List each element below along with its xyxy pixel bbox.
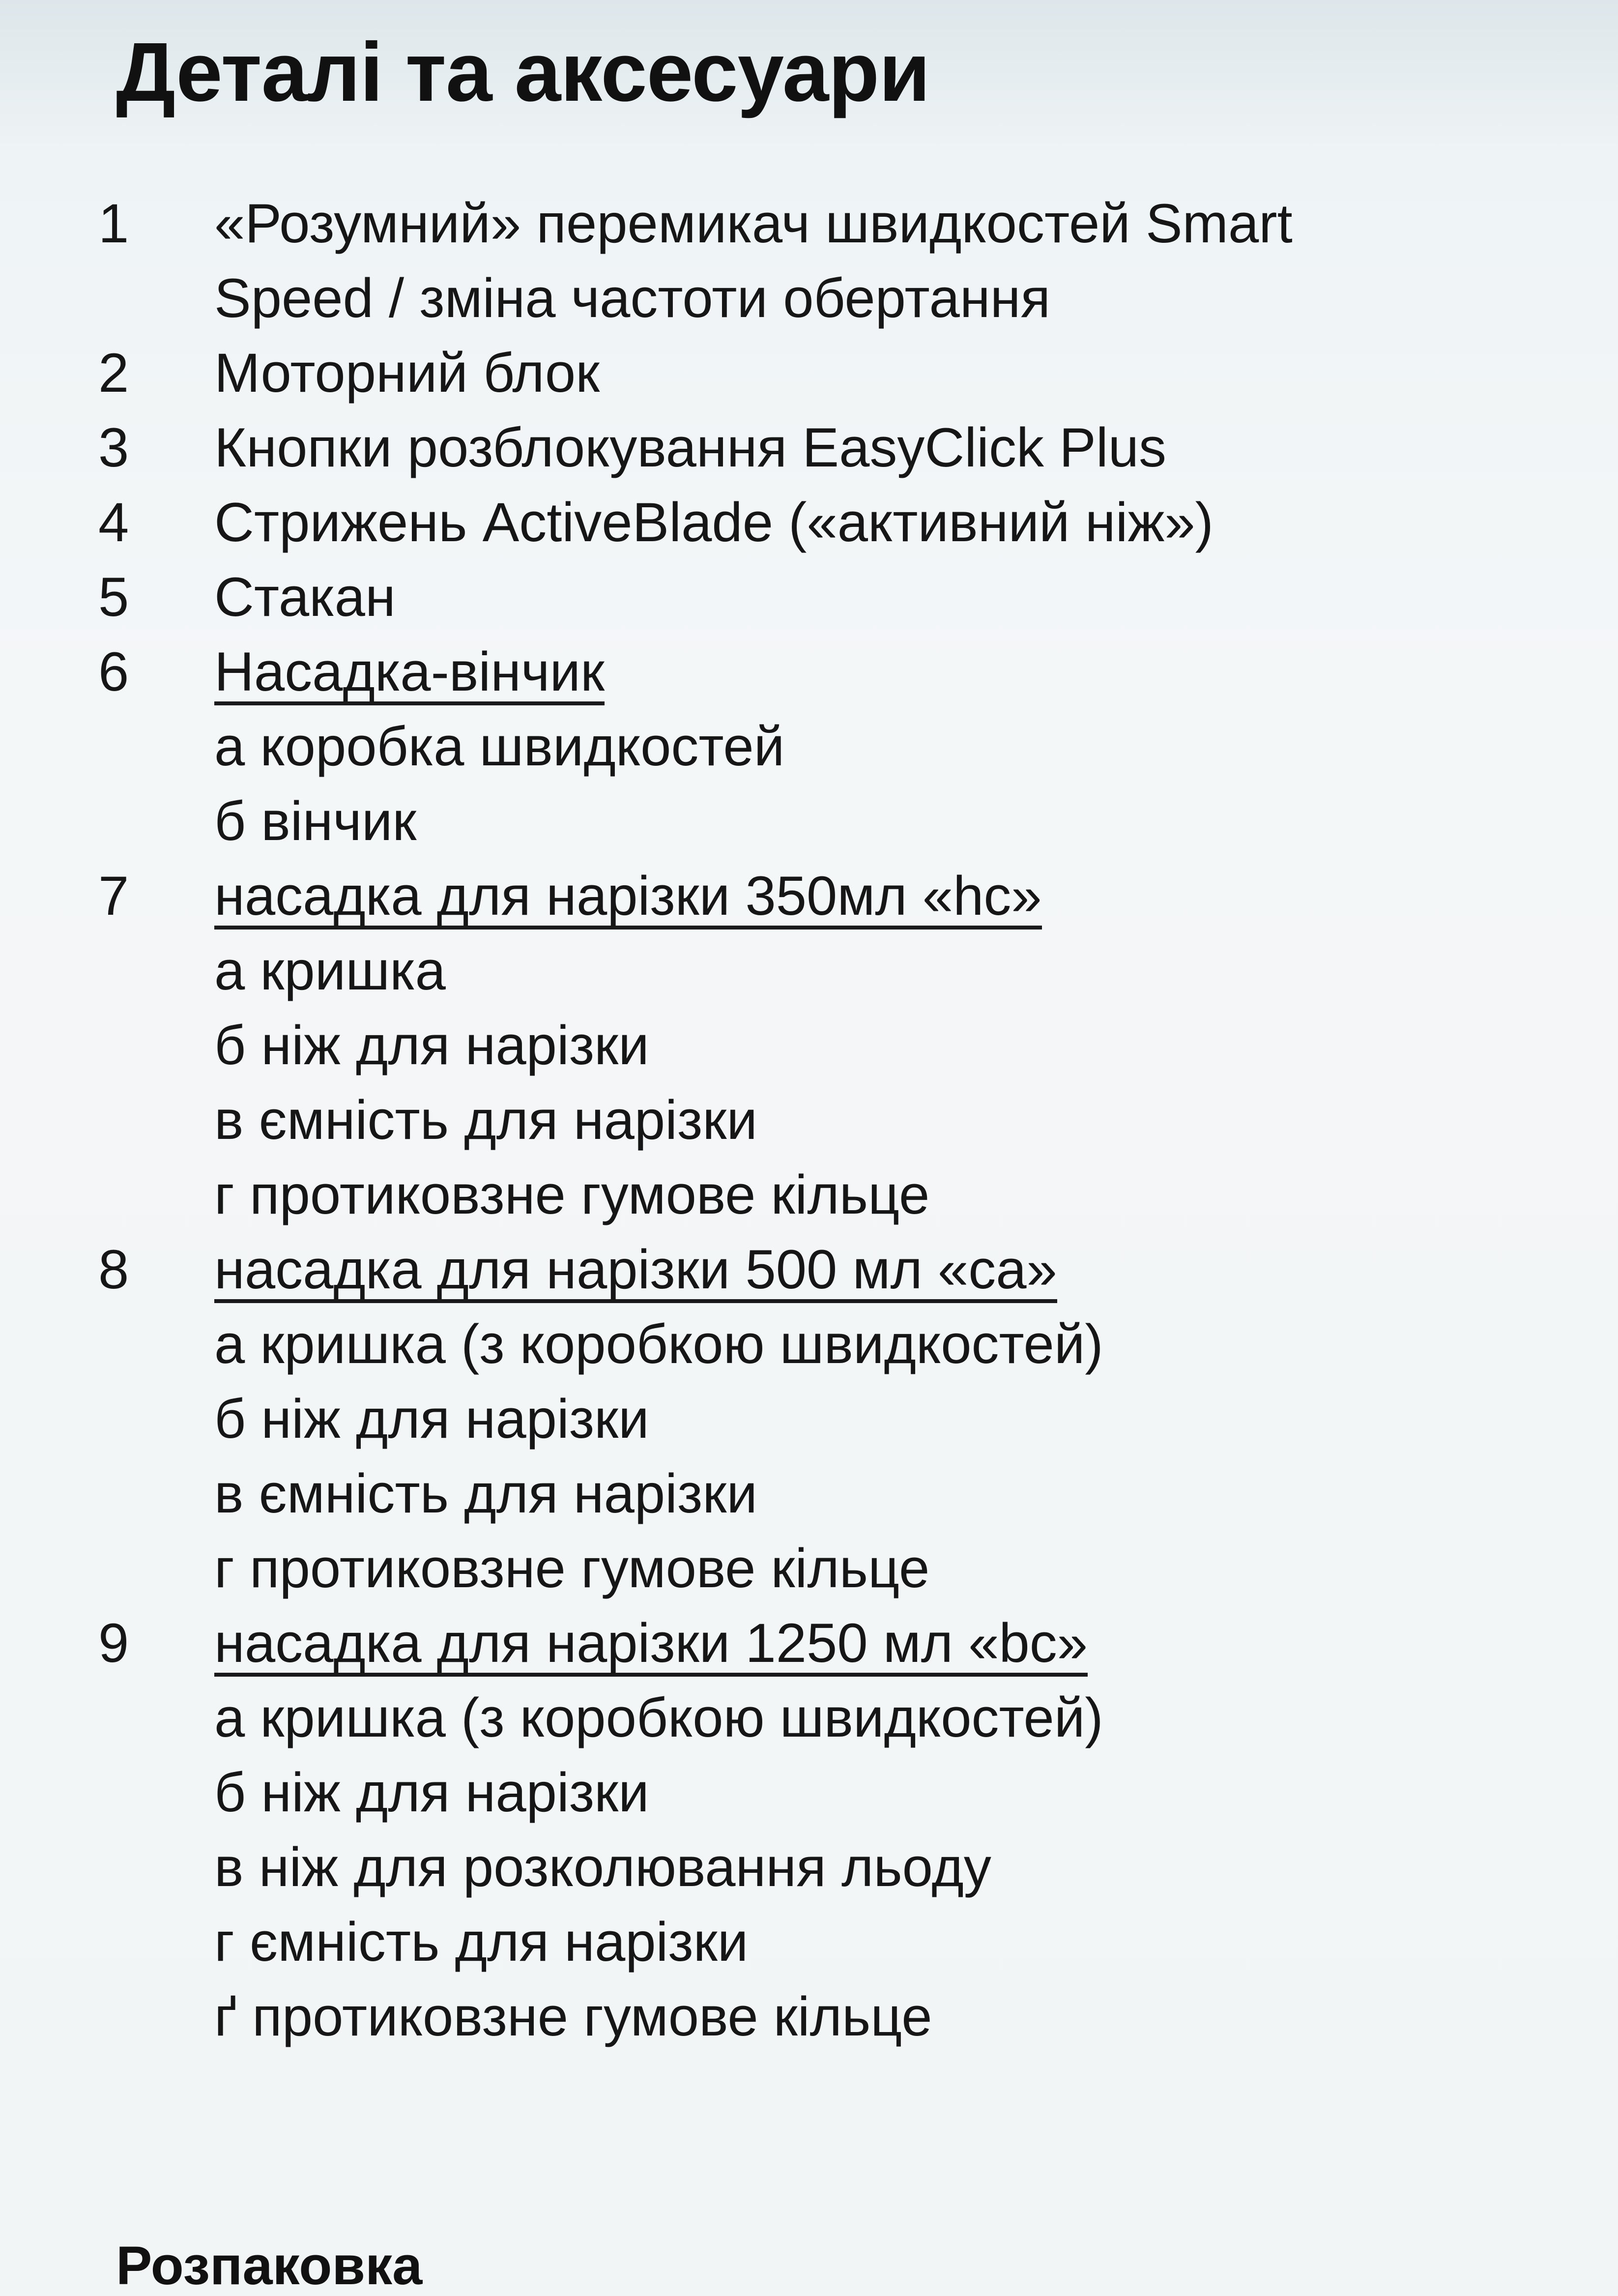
item-number: 7 xyxy=(98,865,129,927)
item-text: а кришка (з коробкою швидкостей) xyxy=(214,1687,1103,1748)
item-text: Стакан xyxy=(214,566,396,628)
item-text: а кришка (з коробкою швидкостей) xyxy=(214,1313,1103,1375)
item-number: 9 xyxy=(98,1612,129,1674)
item-number: 6 xyxy=(98,641,129,702)
item-number: 2 xyxy=(98,342,129,404)
item-text: Стрижень ActiveBlade («активний ніж») xyxy=(214,492,1214,553)
item-text-underlined: Насадка-вінчик xyxy=(214,642,605,705)
item-text: б ніж для нарізки xyxy=(214,1015,649,1076)
item-text: б ніж для нарізки xyxy=(214,1388,649,1450)
page-title: Деталі та аксесуари xyxy=(116,26,930,119)
item-text: г протиковзне гумове кільце xyxy=(214,1164,930,1225)
item-text: в ємність для нарізки xyxy=(214,1089,757,1151)
item-text: а кришка xyxy=(214,940,446,1001)
item-text: «Розумний» перемикач швидкостей Smart xyxy=(214,193,1293,254)
item-number: 1 xyxy=(98,193,129,254)
item-text-underlined: насадка для нарізки 350мл «hc» xyxy=(214,867,1042,930)
item-text-wrap xyxy=(214,1606,1088,1680)
item-text: Speed / зміна частоти обертання xyxy=(214,267,1051,329)
item-number: 4 xyxy=(98,492,129,553)
item-text: б ніж для нарізки xyxy=(214,1762,649,1823)
item-number: 5 xyxy=(98,566,129,628)
item-number: 8 xyxy=(98,1239,129,1300)
item-text-wrap xyxy=(214,859,1042,933)
item-text-wrap xyxy=(214,1233,1057,1307)
item-text: г ємність для нарізки xyxy=(214,1911,749,1973)
item-text-wrap xyxy=(214,635,605,709)
item-text-underlined: насадка для нарізки 500 мл «ca» xyxy=(214,1240,1057,1303)
item-text: а коробка швидкостей xyxy=(214,716,785,777)
item-text: в ніж для розколювання льоду xyxy=(214,1836,991,1898)
item-text: г протиковзне гумове кільце xyxy=(214,1538,930,1599)
item-number: 3 xyxy=(98,417,129,478)
item-text: в ємність для нарізки xyxy=(214,1463,757,1524)
item-text: б вінчик xyxy=(214,790,417,852)
item-text: Кнопки розблокування EasyClick Plus xyxy=(214,417,1167,478)
next-section-heading: Розпаковка xyxy=(116,2236,423,2296)
item-text: ґ протиковзне гумове кільце xyxy=(214,1986,932,2047)
item-text: Моторний блок xyxy=(214,342,600,404)
item-text-underlined: насадка для нарізки 1250 мл «bc» xyxy=(214,1614,1088,1677)
